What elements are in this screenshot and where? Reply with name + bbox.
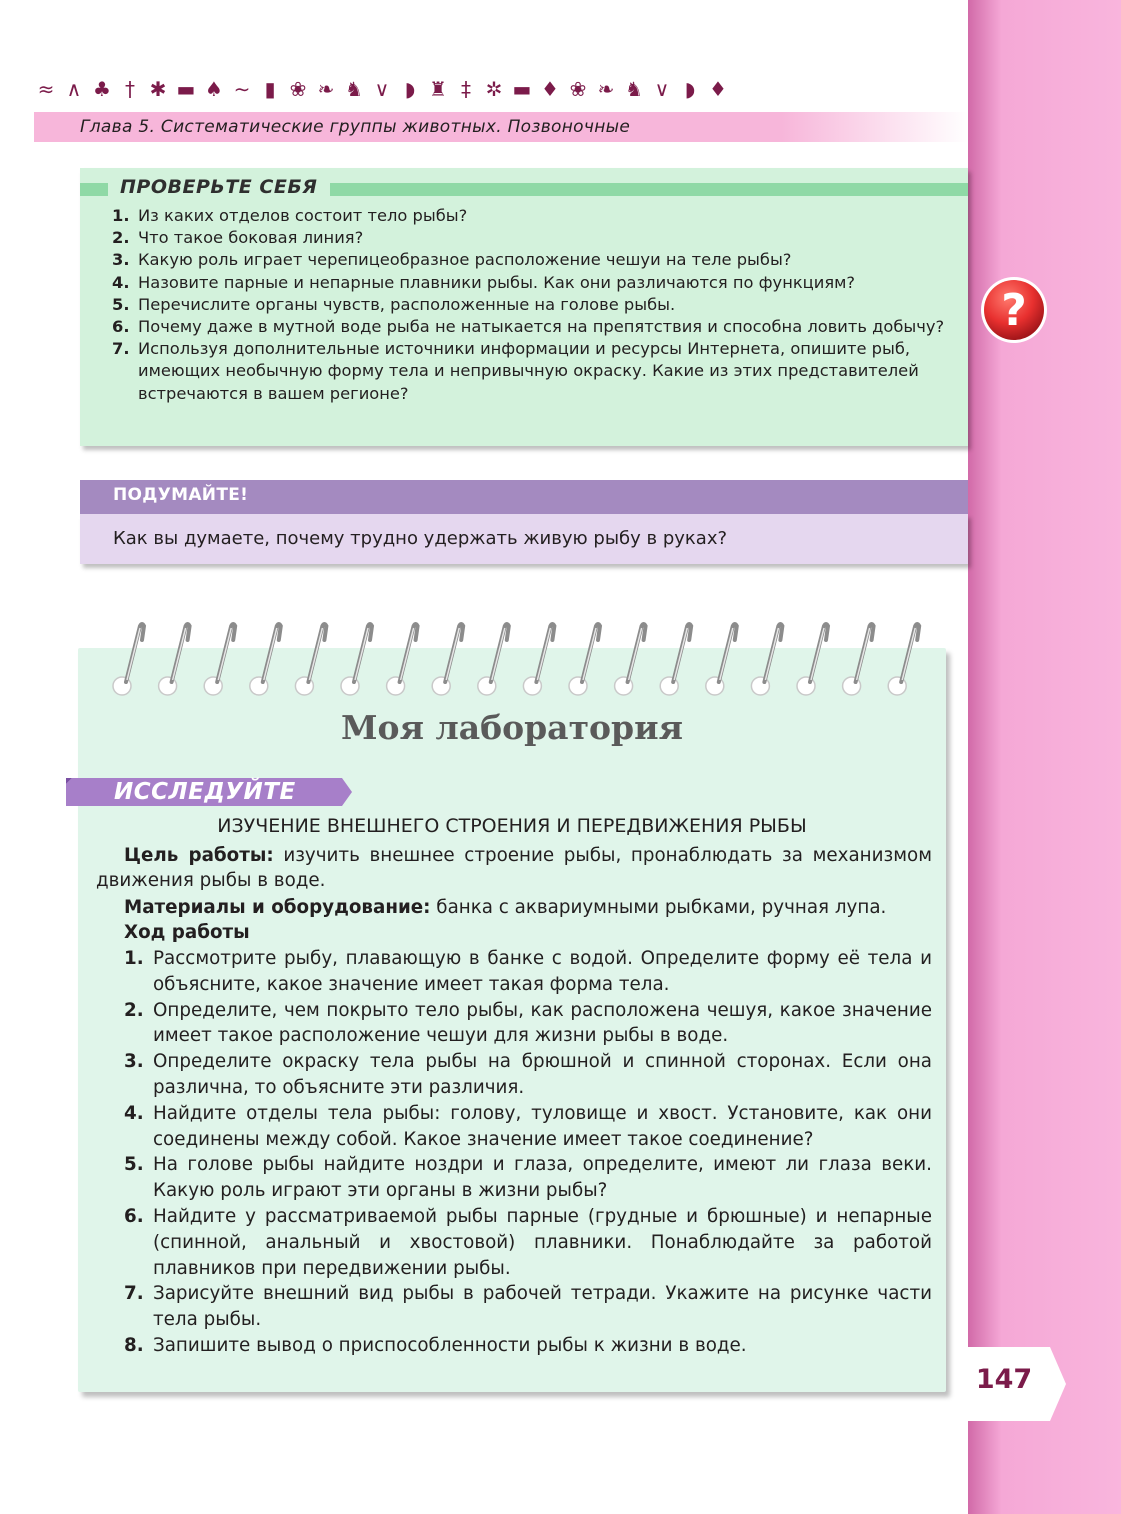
check-yourself-title: ПРОВЕРЬТЕ СЕБЯ [120,176,318,198]
spiral-binding-icon [110,620,930,700]
spiral-ring-icon [706,624,737,695]
step-item [124,1101,932,1153]
lab-title: Моя лаборатория [341,708,683,747]
wolf-icon: ♣ [93,77,111,101]
chapter-title: Глава 5. Систематические группы животных. Позвоночные [80,117,631,137]
question-number: 7. [112,339,130,359]
heron-icon: † [125,77,135,101]
spiral-ring-icon [204,624,235,695]
butterfly-icon: ❀ [569,77,587,101]
step-number: 4. [124,1102,144,1124]
bird-icon: ∧ [66,77,82,101]
swallow-icon: ∨ [654,77,670,101]
think-title: ПОДУМАЙТЕ! [113,485,249,505]
question-item [112,249,952,271]
fox-icon: ♦ [709,77,727,101]
spiral-ring-icon [843,624,874,695]
lab-steps [124,946,932,1359]
spiral-ring-icon [797,624,828,695]
scorpion-icon: ❧ [317,77,335,101]
question-mark-icon [978,274,1050,346]
beetle-icon: ✱ [149,77,167,101]
deer-icon: ♠ [205,77,223,101]
question-number: 4. [112,272,130,292]
whale-icon: ◗ [404,77,416,101]
spiral-ring-icon [523,624,554,695]
horse-icon: ♞ [345,77,363,101]
spiral-ring-icon [387,624,418,695]
lizard-icon: ∼ [233,77,251,101]
boar-icon: ▮ [264,77,276,101]
step-text: Найдите у рассматриваемой рыбы парные (грудные и брюшные) и непарные (спинной, анальный и хвостовой) плавники. Понаблюдайте за работой плавников при передвижении рыбы. [153,1205,932,1279]
question-text: Что такое боковая линия? [138,228,364,248]
step-text: Определите окраску тела рыбы на брюшной и спинной сторонах. Если она различна, то объясните эти различия. [153,1051,932,1098]
spiral-ring-icon [751,624,782,695]
step-item [124,998,932,1050]
question-number: 1. [112,206,130,225]
fox-icon: ♦ [541,77,559,101]
step-item [124,1281,932,1333]
step-item [124,1333,932,1359]
spiral-ring-icon [569,624,600,695]
whale-icon: ◗ [684,77,696,101]
goal-text: изучить внешнее строение рыбы, пронаблюдать за механизмом движения рыбы в воде. [96,845,932,891]
swallow-icon: ∨ [374,77,390,101]
question-item [112,272,952,294]
question-text: Почему даже в мутной воде рыба не натыкается на препятствия и способна ловить добычу? [138,317,945,337]
spiral-ring-icon [113,624,144,695]
step-number: 2. [124,999,144,1021]
animal-silhouette-strip [34,74,894,104]
check-yourself-questions [112,205,952,405]
question-item [112,294,952,316]
step-text: Запишите вывод о приспособленности рыбы к жизни в воде. [153,1334,747,1356]
lion-icon: ♜ [429,77,447,101]
spiral-ring-icon [341,624,372,695]
page-number: 147 [975,1364,1033,1395]
materials-text: банка с аквариумными рыбками, ручная лупа. [430,897,887,918]
question-text: Используя дополнительные источники информации и ресурсы Интернета, опишите рыб, имеющих необычную форму тела и непривычную окраску. Какие из этих представителей встречаются в вашем регионе? [138,339,919,403]
progress-label: Ход работы [124,922,250,943]
dolphin-icon: ≈ [37,77,55,101]
step-number: 3. [124,1051,144,1073]
step-item [124,1049,932,1101]
lab-materials [124,895,932,920]
butterfly-icon: ❀ [289,77,307,101]
page-margin-strip [968,0,1121,1514]
lab-work-heading: ИЗУЧЕНИЕ ВНЕШНЕГО СТРОЕНИЯ И ПЕРЕДВИЖЕНИЯ РЫБЫ [217,815,807,837]
question-text: Перечислите органы чувств, расположенные на голове рыбы. [138,294,676,314]
bison-icon: ▬ [512,77,532,101]
spiral-ring-icon [250,624,281,695]
explore-tab-title: ИССЛЕДУЙТЕ [114,779,296,805]
step-text: На голове рыбы найдите ноздри и глаза, определите, имеют ли глаза веки. Какую роль играют эти органы в жизни рыбы? [153,1154,932,1202]
scorpion-icon: ❧ [597,77,615,101]
question-number: 5. [112,294,130,314]
question-text: Какую роль играет черепицеобразное расположение чешуи на теле рыбы? [138,250,792,270]
step-text: Найдите отделы тела рыбы: голову, туловище и хвост. Установите, как они соединены между собой. Какое значение имеет такое соединение? [153,1102,932,1150]
step-item [124,946,932,998]
question-number: 2. [112,228,130,248]
step-text: Определите, чем покрыто тело рыбы, как расположена чешуя, какое значение имеет такое расположение чешуи для жизни рыбы в воде. [153,999,932,1047]
spiral-ring-icon [660,624,691,695]
think-question: Как вы думаете, почему трудно удержать живую рыбу в руках? [113,528,728,549]
materials-label: Материалы и оборудование: [124,897,431,918]
spiral-ring-icon [159,624,190,695]
step-number: 8. [124,1334,144,1356]
horse-icon: ♞ [625,77,643,101]
step-text: Рассмотрите рыбу, плавающую в банке с водой. Определите форму её тела и объясните, какое значение имеет такая форма тела. [153,948,932,995]
spiral-ring-icon [478,624,509,695]
question-number: 3. [112,250,130,270]
lab-goal [96,843,932,893]
spiral-ring-icon [295,624,326,695]
spiral-ring-icon [615,624,646,695]
svg-text:?: ? [1001,285,1027,336]
step-number: 6. [124,1205,144,1227]
question-item [112,205,952,227]
step-number: 7. [124,1283,144,1305]
mosquito-icon: ✲ [485,77,503,101]
question-item [112,338,952,405]
question-number: 6. [112,317,130,337]
spiral-ring-icon [432,624,463,695]
question-item [112,227,952,249]
step-item [124,1152,932,1204]
question-text: Назовите парные и непарные плавники рыбы. Как они различаются по функциям? [138,272,856,292]
spiral-ring-icon [888,624,919,695]
step-text: Зарисуйте внешний вид рыбы в рабочей тетради. Укажите на рисунке части тела рыбы. [153,1283,932,1331]
question-text: Из каких отделов состоит тело рыбы? [138,206,468,225]
crane-icon: ‡ [461,77,471,101]
step-number: 5. [124,1154,144,1176]
step-number: 1. [124,948,144,969]
goal-label: Цель работы: [124,845,274,866]
question-item [112,316,952,338]
bear-icon: ▬ [176,77,196,101]
step-item [124,1204,932,1281]
